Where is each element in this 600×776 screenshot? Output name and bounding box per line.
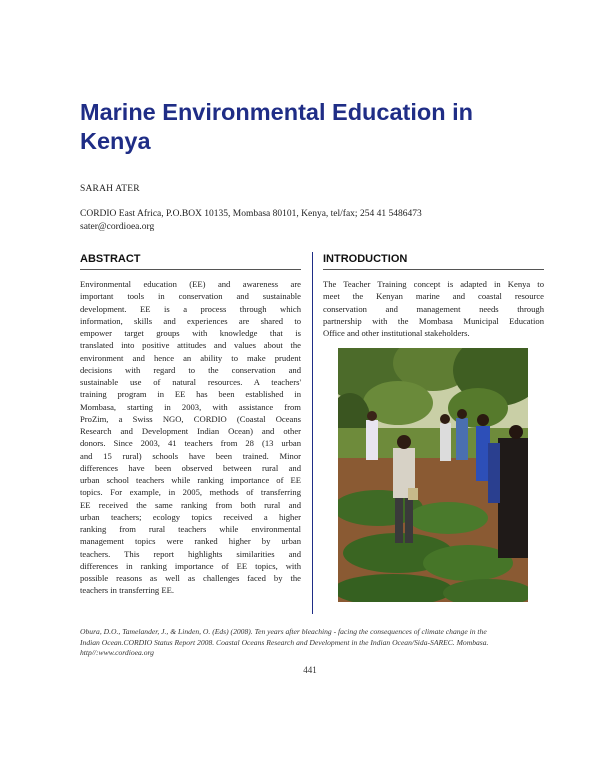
body-text-line: empower target groups with knowledge that is: [80, 328, 301, 338]
body-text-line: Research and Development Indian Ocean) and other: [80, 426, 301, 436]
body-text-line: meet the Kenyan marine and coastal resource: [323, 291, 544, 302]
abstract-body: [80, 278, 301, 597]
abstract-heading: ABSTRACT: [80, 253, 141, 265]
body-text-line: Mombasa, starting in 2003, with assistance from: [80, 401, 301, 412]
body-text-line: Environmental education (EE) and awareness are: [80, 279, 301, 289]
body-text-line: decisions with regard to the conservation and: [80, 364, 301, 375]
column-divider: [312, 252, 313, 614]
body-text-line: possible reasons as well as challenges faced by the: [80, 573, 301, 583]
teacher-training-photo-graphic: [338, 348, 528, 602]
citation-line: Indian Ocean.CORDIO Status Report 2008. Coastal Oceans Research and Development in the Indian Ocean/Sida-SAREC. Mombasa.: [80, 637, 489, 647]
body-text-line: teachers in transferring EE.: [80, 585, 175, 596]
affiliation-address: CORDIO East Africa, P.O.BOX 10135, Mombasa 80101, Kenya, tel/fax; 254 41 5486473: [80, 209, 422, 219]
citation-footer: [80, 627, 560, 659]
body-text-line: and 15 rural) schools have been trained. Minor: [80, 450, 301, 461]
body-text-line: teachers. This report highlights similarities and: [80, 548, 301, 559]
author-affiliation: [80, 208, 540, 233]
body-text-line: urban school teachers while ranking importance of EE: [80, 475, 301, 485]
body-text-line: sustainable use of natural resources. A teachers': [80, 377, 301, 387]
body-text-line: The Teacher Training concept is adapted in Kenya to: [323, 279, 544, 289]
body-text-line: important tools in conservation and sustainable: [80, 291, 301, 302]
introduction-body: [323, 278, 544, 339]
body-text-line: urban teachers; ecology topics received a higher: [80, 511, 301, 522]
body-text-line: ranking from rural teachers while environmental: [80, 524, 301, 534]
body-text-line: development. EE is a process through which: [80, 303, 301, 314]
body-text-line: Office and other institutional stakeholders.: [323, 328, 470, 338]
body-text-line: topics. For example, in 2005, methods of transferring: [80, 487, 301, 498]
body-text-line: conservation and management needs through: [323, 303, 544, 314]
affiliation-email: sater@cordioea.org: [80, 221, 155, 232]
body-text-line: information, skills and experiences are shared to: [80, 315, 301, 326]
citation-line: http//:www.cordioea.org: [80, 648, 154, 657]
abstract-heading-rule: [80, 269, 301, 270]
body-text-line: environment and hence an ability to make prudent: [80, 352, 301, 363]
body-text-line: management topics were ranked higher by urban: [80, 536, 301, 547]
citation-line: Obura, D.O., Tamelander, J., & Linden, O. (Eds) (2008). Ten years after bleaching - facing the consequences of climate change in the: [80, 627, 487, 636]
body-text-line: differences have been observed between rural and: [80, 462, 301, 473]
page-number: 441: [303, 665, 317, 675]
teacher-training-photo: [338, 348, 528, 602]
introduction-heading-rule: [323, 269, 544, 270]
body-text-line: training program in EE has been established in: [80, 389, 301, 400]
introduction-heading: INTRODUCTION: [323, 253, 408, 265]
body-text-line: EE received the same ranking from both rural and: [80, 499, 301, 510]
body-text-line: translated into positive attitudes and values about the: [80, 340, 301, 351]
author-name: SARAH ATER: [80, 184, 140, 194]
body-text-line: partnership with the Mombasa Municipal Education: [323, 315, 544, 326]
paper-title: Marine Environmental Education in Kenya: [80, 99, 474, 154]
body-text-line: donors. Since 2003, 41 teachers from 28 (13 urban: [80, 438, 301, 449]
body-text-line: ProZim, a Swiss NGO, CORDIO (Coastal Oceans: [80, 413, 301, 424]
body-text-line: differences in ranking importance of EE topics, with: [80, 560, 301, 571]
